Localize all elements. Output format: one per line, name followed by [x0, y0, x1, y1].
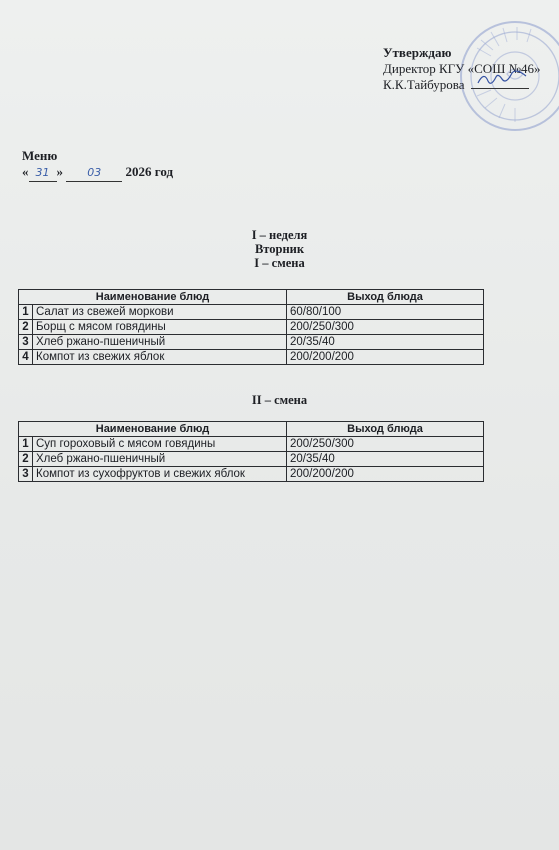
- open-quote: «: [22, 164, 29, 179]
- month-value: 03: [87, 166, 102, 179]
- table-row: [19, 452, 484, 467]
- dish-column-header: Наименование блюд: [19, 290, 287, 305]
- dish-column-header: Наименование блюд: [19, 422, 287, 437]
- week-heading: I – неделя: [251, 228, 308, 242]
- row-number-cell: 3: [19, 467, 33, 482]
- approver-name: К.К.Тайбурова: [383, 77, 465, 92]
- dish-name-cell: Суп гороховый с мясом говядины: [33, 437, 287, 452]
- yield-cell: 200/200/200: [287, 467, 484, 482]
- year-text: 2026 год: [125, 164, 174, 179]
- table-row: [19, 350, 484, 365]
- table-row: [19, 437, 484, 452]
- shift1-heading: I – смена: [254, 256, 305, 270]
- day-value: 31: [35, 166, 50, 179]
- shift2-table: [18, 421, 484, 482]
- table-row: [19, 305, 484, 320]
- yield-cell: 200/250/300: [287, 320, 484, 335]
- signature-icon: [475, 69, 531, 89]
- approver-position: Директор КГУ «СОШ №46»: [383, 61, 541, 76]
- menu-date-block: [22, 148, 173, 182]
- yield-cell: 60/80/100: [287, 305, 484, 320]
- table-row: [19, 335, 484, 350]
- signature-line: [471, 77, 529, 89]
- day-heading: Вторник: [254, 242, 305, 256]
- yield-column-header: Выход блюда: [287, 290, 484, 305]
- dish-name-cell: Борщ с мясом говядины: [33, 320, 287, 335]
- dish-name-cell: Компот из сухофруктов и свежих яблок: [33, 467, 287, 482]
- row-number-cell: 1: [19, 437, 33, 452]
- dish-name-cell: Салат из свежей моркови: [33, 305, 287, 320]
- table-header-row: [19, 422, 484, 437]
- row-number-cell: 3: [19, 335, 33, 350]
- dish-name-cell: Хлеб ржано-пшеничный: [33, 452, 287, 467]
- approval-block: [383, 45, 540, 93]
- yield-cell: 20/35/40: [287, 452, 484, 467]
- day-field: [29, 164, 57, 182]
- week-heading-block: [0, 228, 559, 270]
- dish-name-cell: Компот из свежих яблок: [33, 350, 287, 365]
- menu-label: Меню: [22, 148, 58, 163]
- approval-title: Утверждаю: [383, 45, 452, 60]
- row-number-cell: 2: [19, 452, 33, 467]
- table-row: [19, 320, 484, 335]
- yield-cell: 20/35/40: [287, 335, 484, 350]
- menu-date-line: [22, 164, 173, 182]
- row-number-cell: 4: [19, 350, 33, 365]
- yield-cell: 200/250/300: [287, 437, 484, 452]
- close-quote: »: [56, 164, 63, 179]
- shift1-table: [18, 289, 484, 365]
- table-header-row: [19, 290, 484, 305]
- table-row: [19, 467, 484, 482]
- yield-column-header: Выход блюда: [287, 422, 484, 437]
- dish-name-cell: Хлеб ржано-пшеничный: [33, 335, 287, 350]
- approver-line: [383, 77, 540, 93]
- shift2-heading: II – смена: [251, 393, 308, 407]
- row-number-cell: 1: [19, 305, 33, 320]
- row-number-cell: 2: [19, 320, 33, 335]
- yield-cell: 200/200/200: [287, 350, 484, 365]
- month-field: [66, 164, 122, 182]
